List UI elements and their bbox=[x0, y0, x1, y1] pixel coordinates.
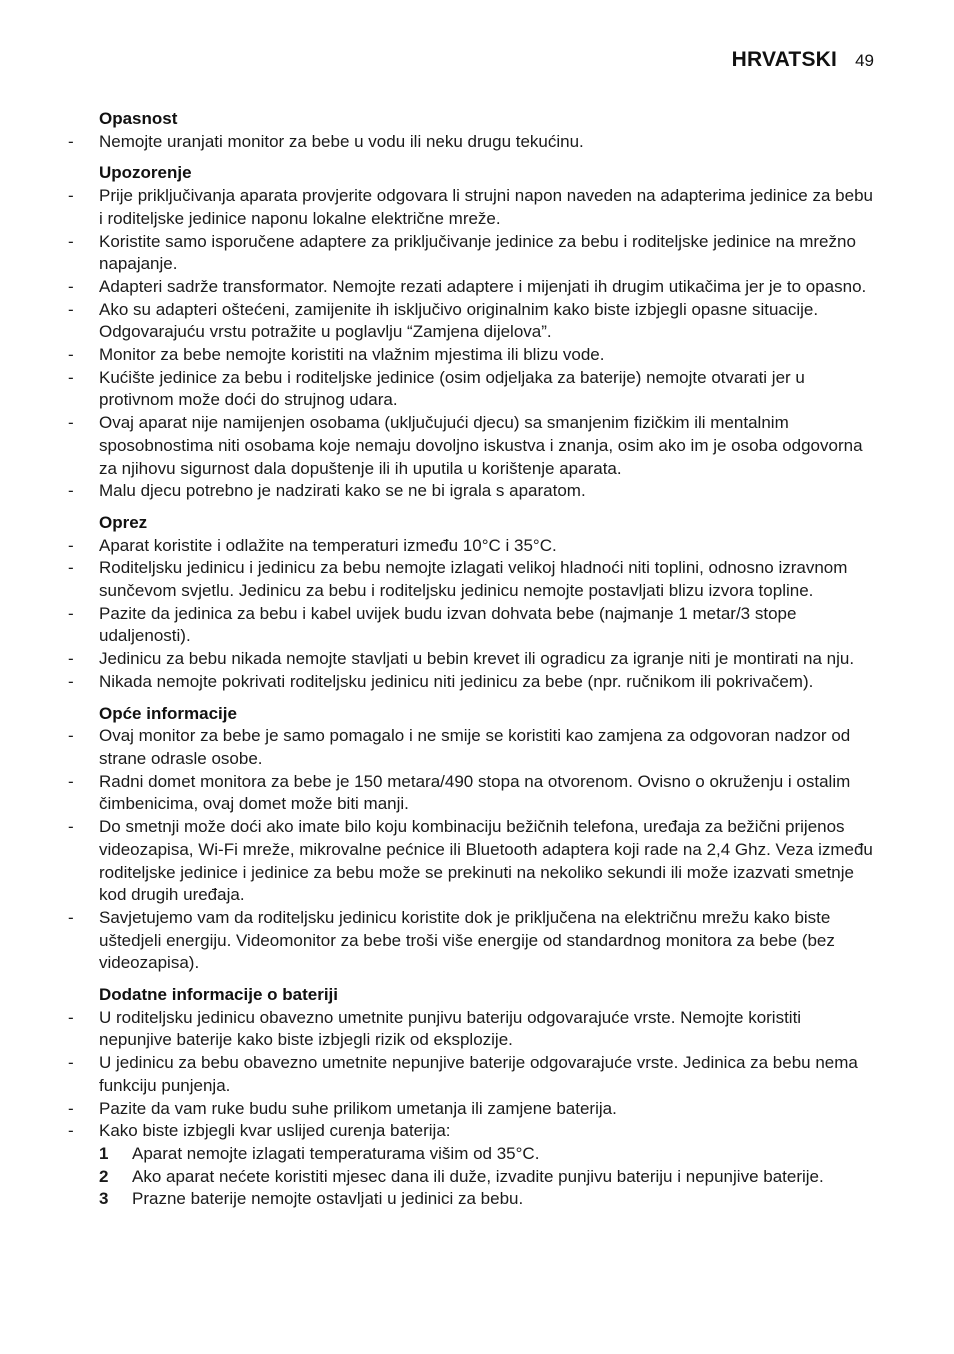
list-item-text: Ako su adapteri oštećeni, zamijenite ih isključivo originalnim kako biste izbjegli opasne situacije. Odgovarajuću vrstu potražite u poglavlju “Zamjena dijelova”. bbox=[99, 299, 819, 342]
section bbox=[68, 984, 878, 1211]
list-item bbox=[68, 344, 878, 367]
list-item-text: Jedinicu za bebu nikada nemojte stavljati u bebin krevet ili ogradicu za igranje niti je montirati na nju. bbox=[99, 649, 855, 669]
bullet-dash: - bbox=[68, 1007, 74, 1027]
list-item-text: U roditeljsku jedinicu obavezno umetnite punjivu bateriju odgovarajuće vrste. Nemojte koristiti nepunjive baterije kako biste izbjegli rizik od eksplozije. bbox=[99, 1007, 802, 1050]
list-item bbox=[68, 185, 878, 230]
list-item bbox=[68, 1120, 878, 1143]
page-number: 49 bbox=[855, 51, 874, 70]
bullet-dash: - bbox=[68, 558, 74, 578]
bullet-dash: - bbox=[68, 345, 74, 365]
bullet-dash: - bbox=[68, 603, 74, 623]
bullet-dash: - bbox=[68, 771, 74, 791]
list-item bbox=[68, 535, 878, 558]
list-item-text: Pazite da vam ruke budu suhe prilikom umetanja ili zamjene baterija. bbox=[99, 1098, 617, 1118]
section bbox=[68, 162, 878, 503]
step-number: 1 bbox=[99, 1143, 109, 1163]
list-item-text: Monitor za bebe nemojte koristiti na vlažnim mjestima ili blizu vode. bbox=[99, 345, 605, 365]
bullet-dash: - bbox=[68, 276, 74, 296]
bullet-dash: - bbox=[68, 1098, 74, 1118]
list-item bbox=[68, 367, 878, 412]
list-item bbox=[68, 907, 878, 975]
bullet-dash: - bbox=[68, 131, 74, 151]
bullet-dash: - bbox=[68, 649, 74, 669]
list-item bbox=[68, 412, 878, 480]
section-heading: Dodatne informacije o bateriji bbox=[99, 985, 338, 1005]
list-item-text: Ovaj monitor za bebe je samo pomagalo i ne smije se koristiti kao zamjena za odgovoran nadzor od strane odrasle osobe. bbox=[99, 726, 851, 768]
bullet-dash: - bbox=[68, 299, 74, 319]
bullet-dash: - bbox=[68, 413, 74, 433]
bullet-dash: - bbox=[68, 481, 74, 501]
list-item bbox=[68, 276, 878, 299]
list-item bbox=[68, 299, 878, 344]
list-item bbox=[68, 671, 878, 694]
list-item-text: Pazite da jedinica za bebu i kabel uvijek budu izvan dohvata bebe (najmanje 1 metar/3 stope udaljenosti). bbox=[99, 603, 797, 646]
list-item bbox=[68, 231, 878, 276]
section bbox=[68, 108, 878, 153]
numbered-item bbox=[68, 1166, 878, 1189]
list-item-text: Prije priključivanja aparata provjerite odgovara li strujni napon naveden na adapterima jedinice za bebu i roditeljske jedinice naponu lokalne električne mreže. bbox=[99, 186, 873, 228]
list-item bbox=[68, 648, 878, 671]
numbered-item bbox=[68, 1143, 878, 1166]
list-item bbox=[68, 1007, 878, 1052]
list-item-text: Ovaj aparat nije namijenjen osobama (uključujući djecu) sa smanjenim fizičkim ili mentalnim sposobnostima niti osobama koje nemaju dovoljno iskustva i znanja, osim ako im je osoba odgovorna za njihovu sigurnost dala dopuštenje ili ih uputila u korištenje aparata. bbox=[99, 413, 863, 478]
list-item-text: Aparat koristite i odlažite na temperaturi između 10°C i 35°C. bbox=[99, 535, 557, 555]
list-item-text: Malu djecu potrebno je nadzirati kako se ne bi igrala s aparatom. bbox=[99, 481, 586, 501]
list-item bbox=[68, 557, 878, 602]
list-item-text: Adapteri sadrže transformator. Nemojte rezati adaptere i mijenjati ih drugim utikačima jer je to opasno. bbox=[99, 276, 867, 296]
list-item bbox=[68, 771, 878, 816]
bullet-dash: - bbox=[68, 367, 74, 387]
list-item-text: Kako biste izbjegli kvar uslijed curenja baterija: bbox=[99, 1121, 451, 1141]
section bbox=[68, 512, 878, 694]
bullet-dash: - bbox=[68, 535, 74, 555]
list-item bbox=[68, 816, 878, 907]
numbered-item-text: Prazne baterije nemojte ostavljati u jedinici za bebu. bbox=[132, 1189, 524, 1209]
list-item-text: Kućište jedinice za bebu i roditeljske jedinice (osim odjeljaka za baterije) nemojte otvarati jer u protivnom može doći do strujnog udara. bbox=[99, 367, 805, 410]
language-label: HRVATSKI bbox=[731, 48, 838, 71]
list-item-text: U jedinicu za bebu obavezno umetnite nepunjive baterije odgovarajuće vrste. Jedinica za bebu nema funkciju punjenja. bbox=[99, 1053, 858, 1095]
bullet-dash: - bbox=[68, 817, 74, 837]
section-heading: Upozorenje bbox=[99, 163, 192, 183]
list-item-text: Savjetujemo vam da roditeljsku jedinicu koristite dok je priključena na električnu mrežu kako biste uštedjeli energiju. Videomonitor za bebe troši više energije od standardnog monitora za bebe (bez videozapisa). bbox=[99, 907, 835, 973]
list-item-text: Koristite samo isporučene adaptere za priključivanje jedinice za bebu i roditeljske jedinice na mrežno napajanje. bbox=[99, 231, 856, 274]
step-number: 2 bbox=[99, 1166, 109, 1186]
bullet-dash: - bbox=[68, 1053, 74, 1073]
list-item bbox=[68, 603, 878, 648]
bullet-dash: - bbox=[68, 726, 74, 746]
list-item-text: Do smetnji može doći ako imate bilo koju kombinaciju bežičnih telefona, uređaja za bežični prijenos videozapisa, Wi-Fi mreže, mikrovalne pećnice ili Bluetooth adaptera koji rade na 2,4 Ghz. Veza između roditeljske jedinice i jedinice za bebu može se prekinuti na nekoliko sekundi ili može izazvati smetnje kod drugih uređaja. bbox=[99, 817, 873, 905]
list-item bbox=[68, 725, 878, 770]
list-item bbox=[68, 131, 878, 154]
list-item-text: Nikada nemojte pokrivati roditeljsku jedinicu niti jedinicu za bebe (npr. ručnikom ili pokrivačem). bbox=[99, 671, 814, 691]
bullet-dash: - bbox=[68, 1121, 74, 1141]
section-heading: Opće informacije bbox=[99, 703, 237, 723]
numbered-item bbox=[68, 1188, 878, 1211]
bullet-dash: - bbox=[68, 231, 74, 251]
list-item-text: Radni domet monitora za bebe je 150 metara/490 stopa na otvorenom. Ovisno o okruženju i ostalim čimbenicima, ovaj domet može biti manji. bbox=[99, 771, 851, 814]
section bbox=[68, 703, 878, 975]
numbered-item-text: Aparat nemojte izlagati temperaturama višim od 35°C. bbox=[132, 1143, 540, 1163]
bullet-dash: - bbox=[68, 186, 74, 206]
list-item bbox=[68, 1098, 878, 1121]
page-header bbox=[732, 48, 874, 72]
list-item bbox=[68, 480, 878, 503]
list-item-text: Nemojte uranjati monitor za bebe u vodu ili neku drugu tekućinu. bbox=[99, 131, 584, 151]
list-item-text: Roditeljsku jedinicu i jedinicu za bebu nemojte izlagati velikoj hladnoći niti toplini, odnosno izravnom sunčevom svjetlu. Jedinicu za bebu i roditeljsku jedinicu nemojte postavljati blizu izvora topline. bbox=[99, 558, 848, 601]
bullet-dash: - bbox=[68, 671, 74, 691]
numbered-item-text: Ako aparat nećete koristiti mjesec dana ili duže, izvadite punjivu bateriju i nepunjive baterije. bbox=[132, 1166, 824, 1186]
step-number: 3 bbox=[99, 1189, 109, 1209]
section-heading: Oprez bbox=[99, 512, 148, 532]
document-body bbox=[68, 108, 878, 1220]
bullet-dash: - bbox=[68, 907, 74, 927]
section-heading: Opasnost bbox=[99, 109, 178, 128]
list-item bbox=[68, 1052, 878, 1097]
